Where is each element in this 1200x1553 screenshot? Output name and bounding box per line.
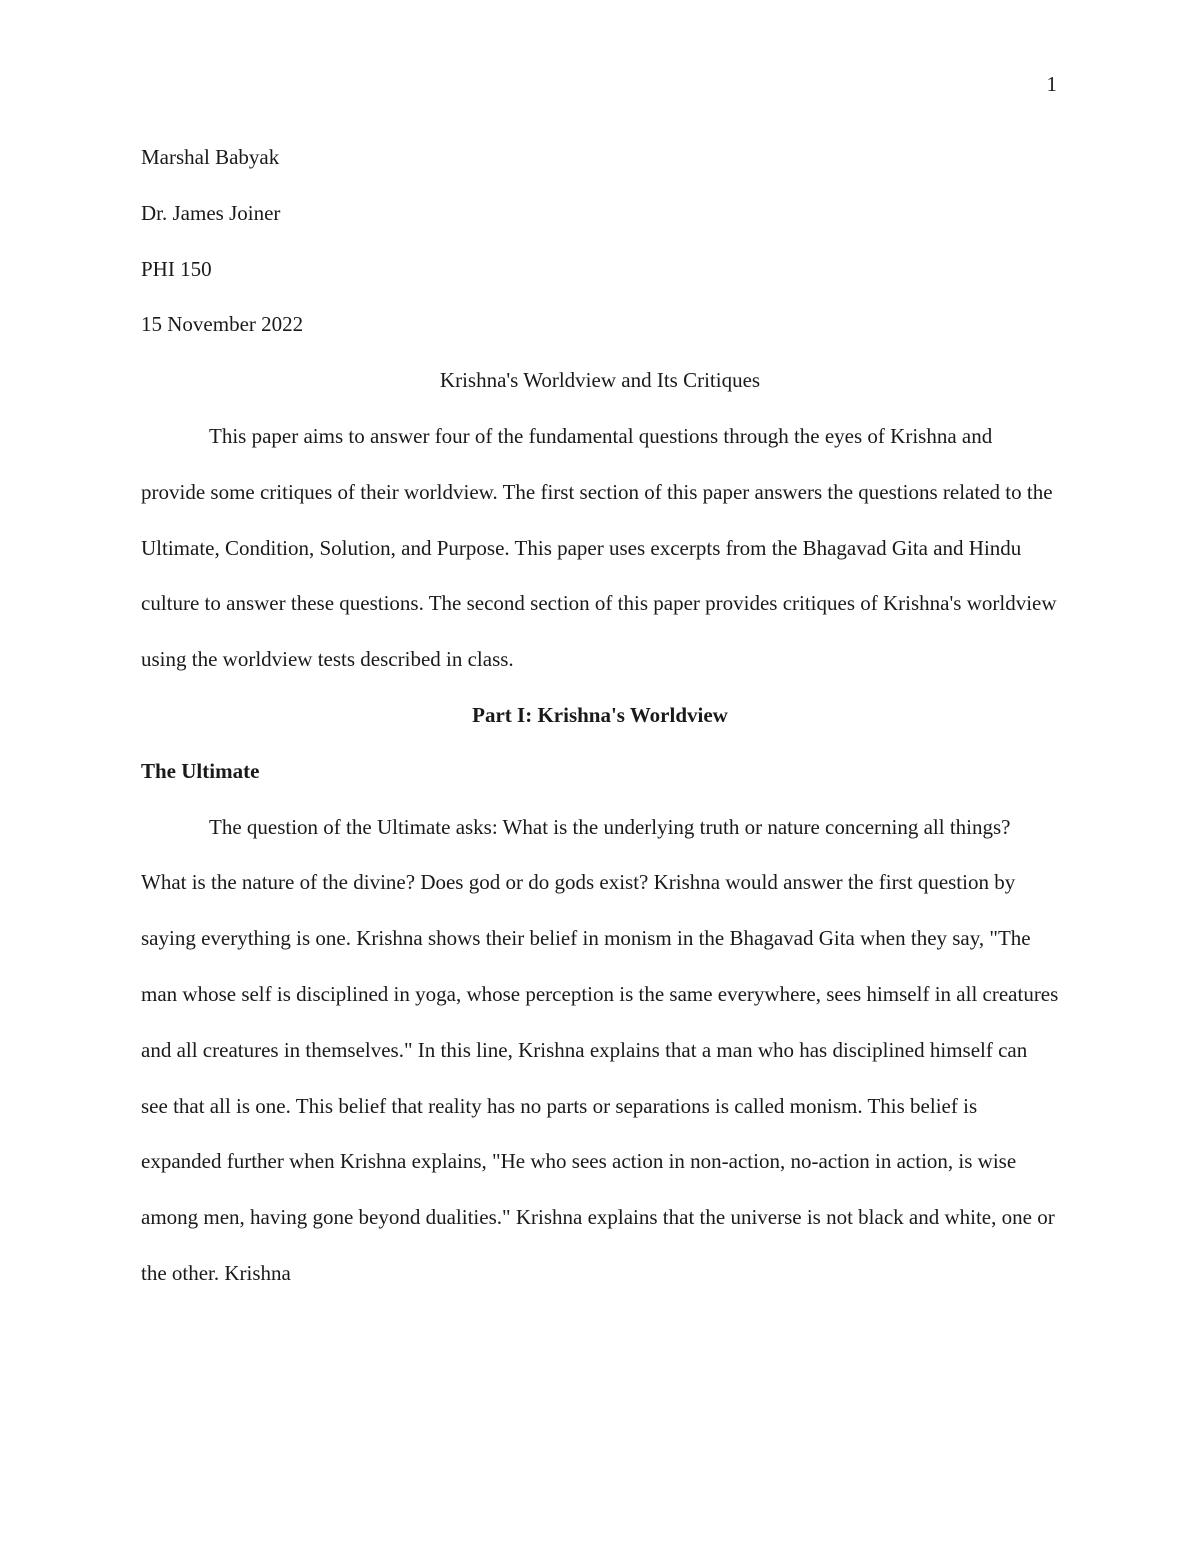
author-name: Marshal Babyak xyxy=(141,145,280,169)
paper-title: Krishna's Worldview and Its Critiques xyxy=(439,368,761,393)
course-code: PHI 150 xyxy=(141,256,212,281)
submission-date: 15 November 2022 xyxy=(141,312,304,337)
page-number: 1 xyxy=(1046,72,1057,96)
document-body xyxy=(141,130,1059,1302)
subsection-heading-ultimate: The Ultimate xyxy=(141,758,260,783)
section-heading-part-1: Part I: Krishna's Worldview xyxy=(472,702,728,727)
instructor-name: Dr. James Joiner xyxy=(141,200,281,225)
ultimate-paragraph: The question of the Ultimate asks: What is the underlying truth or nature concerning all things? What is the nature of the divine? Does god or do gods exist? Krishna would answer the first question by saying everything is one. Krishna shows their belief in monism in the Bhagavad Gita when they say, "The man whose self is disciplined in yoga, whose perception is the same everywhere, sees himself in all creatures and all creatures in themselves." In this line, Krishna explains that a man who has disciplined himself can see that all is one. This belief that reality has no parts or separations is called monism. This belief is expanded further when Krishna explains, "He who sees action in non-action, no-action in action, is wise among men, having gone beyond dualities." Krishna explains that the universe is not black and white, one or the other. Krishna xyxy=(141,814,1059,1285)
intro-paragraph: This paper aims to answer four of the fundamental questions through the eyes of Krishna and provide some critiques of their worldview. The first section of this paper answers the questions related to the Ultimate, Condition, Solution, and Purpose. This paper uses excerpts from the Bhagavad Gita and Hindu culture to answer these questions. The second section of this paper provides critiques of Krishna's worldview using the worldview tests described in class. xyxy=(141,423,1057,672)
